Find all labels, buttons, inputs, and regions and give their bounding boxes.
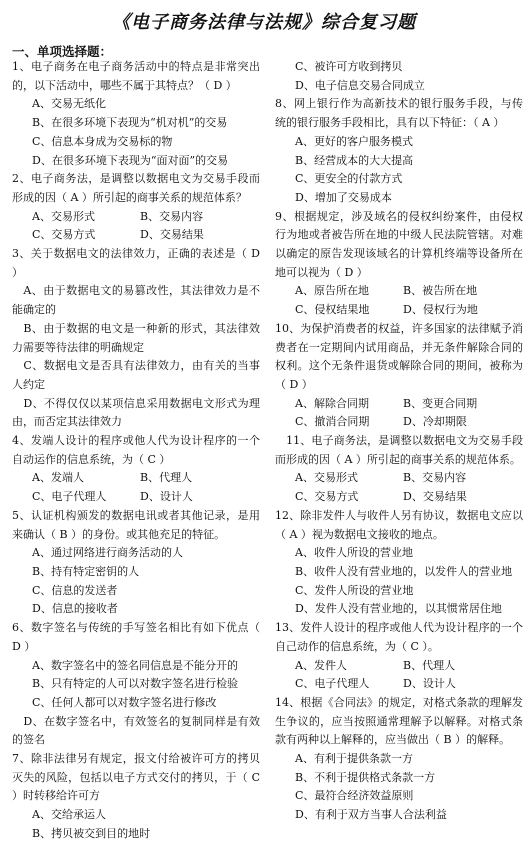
option-text: D、信息的接收者 xyxy=(32,602,118,616)
page-title: 《电子商务法律与法规》综合复习题 xyxy=(112,12,416,33)
option-text: C、被许可方收到拷贝 xyxy=(295,60,403,73)
option-text: B、交易内容 xyxy=(140,209,204,223)
option-text: B、代理人 xyxy=(403,658,456,672)
option-row xyxy=(12,226,260,245)
option-text: A、交给承运人 xyxy=(32,808,106,822)
option-text: A、发端人 xyxy=(32,471,84,485)
option-row xyxy=(275,657,523,676)
option-text: D、发件人没有营业地的，以其惯常居住地 xyxy=(295,602,502,616)
option-row xyxy=(275,282,523,301)
question-text: 2、电子商务法，是调整以数据电文为交易手段而形成的因（ A ）所引起的商事关系的规范体系？ xyxy=(12,172,260,204)
question-text: 6、数字签名与传统的手写签名相比有如下优点（ D ） xyxy=(12,621,260,653)
option-text: D、有利于双方当事人合法利益 xyxy=(295,808,447,822)
question-text: 11、电子商务法，是调整以数据电文为交易手段而形成的因（ A ）所引起的商事关系的规范体系。 xyxy=(275,434,523,466)
question-text: C、数据电文是否具有法律效力，由有关的当事人约定 xyxy=(12,359,260,391)
question-text: B、由于数据的电文是一种新的形式，其法律效力需要等待法律的明确规定 xyxy=(12,321,260,354)
option-text: B、经营成本的大大提高 xyxy=(295,153,414,167)
option-text: C、发件人所设的营业地 xyxy=(295,583,414,597)
option-text: B、被告所在地 xyxy=(403,284,478,298)
question-text: 14、根据《合同法》的规定，对格式条款的理解发生争议的，应当按照通常理解予以解释。对格式条款有两种以上解释的，应当做出（ B ）的解释。 xyxy=(275,695,523,747)
option-text: A、有利于提供条款一方 xyxy=(295,752,413,766)
option-text: B、收件人没有营业地的，以发件人的营业地 xyxy=(295,564,513,578)
option-text: D、交易结果 xyxy=(403,490,467,504)
right-column xyxy=(275,58,523,825)
option-row xyxy=(275,488,523,507)
question-text: 1、电子商务在电子商务活动中的特点是非常突出的，以下活动中，哪些不属于其特点？（ D ） xyxy=(12,60,260,92)
question-text: A、由于数据电文的易篡改性，其法律效力是不能确定的 xyxy=(12,284,260,317)
option-text: C、信息的发送者 xyxy=(32,583,118,597)
question-text: 8、网上银行作为高新技术的银行服务手段，与传统的银行服务手段相比，具有以下特征：（ A ） xyxy=(275,97,523,130)
question-text: 5、认证机构颁发的数据电讯或者其他记录，是用来确认（ B ）的身份。或其他充足的特征。 xyxy=(12,508,260,541)
option-text: D、交易结果 xyxy=(140,228,204,242)
option-text: B、变更合同期 xyxy=(403,396,478,410)
option-row xyxy=(275,675,523,694)
option-text: D、在很多环境下表现为“面对面”的交易 xyxy=(32,153,229,167)
option-text: D、冷却期限 xyxy=(403,415,467,429)
question-text: 13、发件人设计的程序或他人代为设计程序的一个自己动作的信息系统，为（ C ）。 xyxy=(275,621,523,653)
option-text: B、拷贝被交到目的地时 xyxy=(32,826,151,840)
question-text: 4、发端人设计的程序或他人代为设计程序的一个自动运作的信息系统，为（ C ） xyxy=(12,434,260,466)
option-text: A、收件人所设的营业地 xyxy=(295,546,413,560)
option-text: A、原告所在地 xyxy=(295,284,369,298)
option-text: D、增加了交易成本 xyxy=(295,190,392,204)
option-text: D、电子信息交易合同成立 xyxy=(295,78,425,92)
option-text: A、解除合同期 xyxy=(295,396,369,410)
option-row xyxy=(275,395,523,414)
option-text: D、设计人 xyxy=(403,677,456,691)
option-text: C、信息本身成为交易标的物 xyxy=(32,134,173,148)
question-text: D、不得仅仅以某项信息采用数据电文形式为理由，而否定其法律效力 xyxy=(12,396,260,429)
option-text: C、交易方式 xyxy=(32,228,96,242)
option-text: B、交易内容 xyxy=(403,471,467,485)
option-row xyxy=(12,488,260,507)
option-text: C、更安全的付款方式 xyxy=(295,172,403,186)
option-text: C、电子代理人 xyxy=(295,677,370,691)
option-row xyxy=(275,301,523,320)
option-text: B、代理人 xyxy=(140,471,193,485)
option-text: A、交易形式 xyxy=(32,209,95,223)
question-text: 3、关于数据电文的法律效力，正确的表述是（ D ） xyxy=(12,247,260,279)
option-text: A、更好的客户服务模式 xyxy=(295,134,413,148)
section-heading: 一、单项选择题： xyxy=(12,44,113,59)
option-text: C、电子代理人 xyxy=(32,490,107,504)
option-text: B、在很多环境下表现为“机对机”的交易 xyxy=(32,116,228,130)
option-text: B、只有特定的人可以对数字签名进行检验 xyxy=(32,677,239,691)
option-text: A、交易形式 xyxy=(295,471,358,485)
question-text: D、在数字签名中，有效签名的复制同样是有效的签名 xyxy=(12,714,260,747)
option-text: C、最符合经济效益原则 xyxy=(295,789,414,803)
option-text: A、通过网络进行商务活动的人 xyxy=(32,546,183,560)
option-row xyxy=(12,469,260,488)
option-text: C、任何人都可以对数字签名进行修改 xyxy=(32,695,217,709)
option-text: B、持有特定密钥的人 xyxy=(32,564,140,578)
option-text: D、侵权行为地 xyxy=(403,303,478,317)
option-text: B、不利于提供格式条款一方 xyxy=(295,770,436,784)
option-text: C、交易方式 xyxy=(295,490,359,504)
option-text: A、数字签名中的签名同信息是不能分开的 xyxy=(32,658,238,672)
question-text: 10、为保护消费者的权益，许多国家的法律赋予消费者在一定期间内试用商品，并无条件解除合同的权利。这个无条件退货或解除合同的期间，被称为（ D ） xyxy=(275,321,523,391)
option-text: D、设计人 xyxy=(140,490,193,504)
option-text: C、撤消合同期 xyxy=(295,415,370,429)
option-row xyxy=(12,208,260,227)
left-column xyxy=(12,58,260,844)
option-text: A、发件人 xyxy=(295,658,347,672)
option-row xyxy=(275,413,523,432)
option-row xyxy=(275,469,523,488)
option-text: C、侵权结果地 xyxy=(295,303,370,317)
question-text: 12、除非发件人与收件人另有协议，数据电文应以（ A ）视为数据电文接收的地点。 xyxy=(275,508,523,541)
question-text: 7、除非法律另有规定，报文付给被许可方的拷贝灭失的风险，包括以电子方式交付的拷贝，于（ C ）时转移给许可方 xyxy=(12,752,260,803)
question-text: 9、根据规定，涉及域名的侵权纠纷案件，由侵权行为地或者被告所在地的中级人民法院管辖。对难以确定的原告发现该域名的计算机终端等设备所在地可以视为（ D ） xyxy=(275,209,523,279)
option-text: A、交易无纸化 xyxy=(32,97,106,111)
